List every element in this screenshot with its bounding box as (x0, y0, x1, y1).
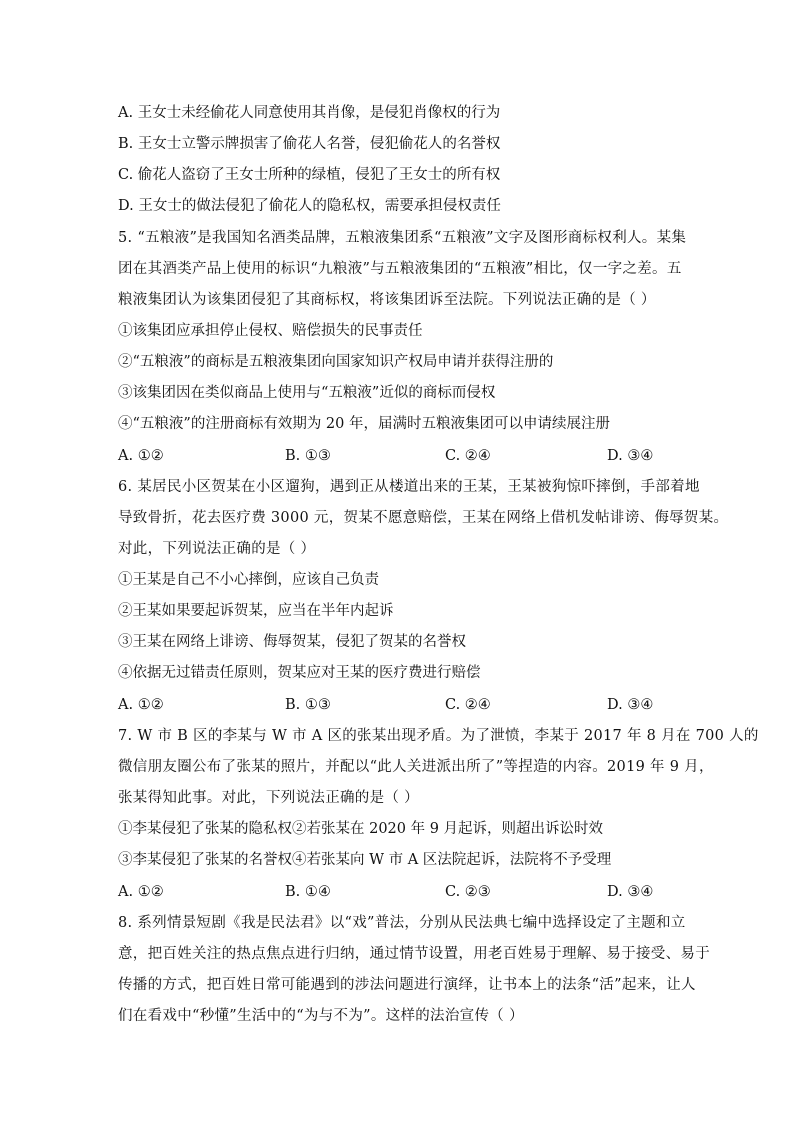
q5-stem-line: 粮液集团认为该集团侵犯了其商标权，将该集团诉至法院。下列说法正确的是（ ） (118, 292, 656, 308)
q7-stem-line: 张某得知此事。对此，下列说法正确的是（ ） (118, 790, 419, 806)
q8-stem-line: 8. 系列情景短剧《我是民法君》以“戏”普法，分别从民法典七编中选择设定了主题和立 (118, 915, 686, 931)
q6-statement-1: ①王某是自己不小心摔倒，应该自己负责 (118, 572, 379, 588)
q4-option-d: D. 王女士的做法侵犯了偷花人的隐私权，需要承担侵权责任 (118, 198, 501, 214)
q7-choice-a[interactable]: A. ①② (118, 884, 164, 900)
q5-choices (118, 446, 678, 466)
q5-choice-b[interactable]: B. ①③ (285, 448, 331, 464)
q5-stem-line: 团在其酒类产品上使用的标识“九粮液”与五粮液集团的“五粮液”相比，仅一字之差。五 (118, 261, 682, 277)
q7-stem-line: 微信朋友圈公布了张某的照片，并配以“此人关进派出所了”等捏造的内容。2019 年 9 月， (118, 759, 714, 775)
q6-statement-4: ④依据无过错责任原则，贺某应对王某的医疗费进行赔偿 (118, 665, 481, 681)
q5-statement-2: ②“五粮液”的商标是五粮液集团向国家知识产权局申请并获得注册的 (118, 354, 554, 370)
q7-statements-1-2: ①李某侵犯了张某的隐私权②若张某在 2020 年 9 月起诉，则超出诉讼时效 (118, 821, 604, 837)
q6-choice-b[interactable]: B. ①③ (285, 697, 331, 713)
q8-stem-line: 传播的方式，把百姓日常可能遇到的涉法问题进行演绎，让书本上的法条“活”起来，让人 (118, 977, 696, 993)
q6-statement-2: ②王某如果要起诉贺某，应当在半年内起诉 (118, 603, 394, 619)
q5-choice-a[interactable]: A. ①② (118, 448, 164, 464)
q5-statement-3: ③该集团因在类似商品上使用与“五粮液”近似的商标而侵权 (118, 385, 496, 401)
q4-option-b: B. 王女士立警示牌损害了偷花人名誉，侵犯偷花人的名誉权 (118, 136, 501, 152)
q5-choice-d[interactable]: D. ③④ (607, 448, 654, 464)
q6-statement-3: ③王某在网络上诽谤、侮辱贺某，侵犯了贺某的名誉权 (118, 634, 466, 650)
q5-statement-1: ①该集团应承担停止侵权、赔偿损失的民事责任 (118, 323, 423, 339)
q6-choice-c[interactable]: C. ②④ (445, 697, 491, 713)
q6-choices (118, 695, 678, 715)
q5-choice-c[interactable]: C. ②④ (445, 448, 491, 464)
q5-stem-line: 5. “五粮液”是我国知名酒类品牌，五粮液集团系“五粮液”文字及图形商标权利人。某集 (118, 230, 687, 246)
q6-choice-d[interactable]: D. ③④ (607, 697, 654, 713)
q4-option-a: A. 王女士未经偷花人同意使用其肖像，是侵犯肖像权的行为 (118, 105, 501, 121)
q6-stem-line: 对此，下列说法正确的是（ ） (118, 541, 316, 557)
q6-choice-a[interactable]: A. ①② (118, 697, 164, 713)
q7-statements-3-4: ③李某侵犯了张某的名誉权④若张某向 W 市 A 区法院起诉，法院将不予受理 (118, 852, 612, 868)
q8-stem-line: 意，把百姓关注的热点焦点进行归纳，通过情节设置，用老百姓易于理解、易于接受、易于 (118, 946, 710, 962)
q8-stem-line: 们在看戏中“秒懂”生活中的“为与不为”。这样的法治宣传（ ） (118, 1008, 524, 1024)
q7-stem-line: 7. W 市 B 区的李某与 W 市 A 区的张某出现矛盾。为了泄愤，李某于 2017 年 8 月在 700 人的 (118, 728, 759, 744)
q7-choice-d[interactable]: D. ③④ (607, 884, 654, 900)
q6-stem-line: 导致骨折，花去医疗费 3000 元，贺某不愿意赔偿，王某在网络上借机发帖诽谤、侮辱贺某。 (118, 510, 729, 526)
q7-choice-b[interactable]: B. ①④ (285, 884, 331, 900)
q5-statement-4: ④“五粮液”的注册商标有效期为 20 年，届满时五粮液集团可以申请续展注册 (118, 416, 610, 432)
q4-option-c: C. 偷花人盗窃了王女士所种的绿植，侵犯了王女士的所有权 (118, 167, 501, 183)
q7-choices (118, 882, 678, 902)
q6-stem-line: 6. 某居民小区贺某在小区遛狗，遇到正从楼道出来的王某，王某被狗惊吓摔倒，手部着地 (118, 479, 700, 495)
q7-choice-c[interactable]: C. ②③ (445, 884, 491, 900)
